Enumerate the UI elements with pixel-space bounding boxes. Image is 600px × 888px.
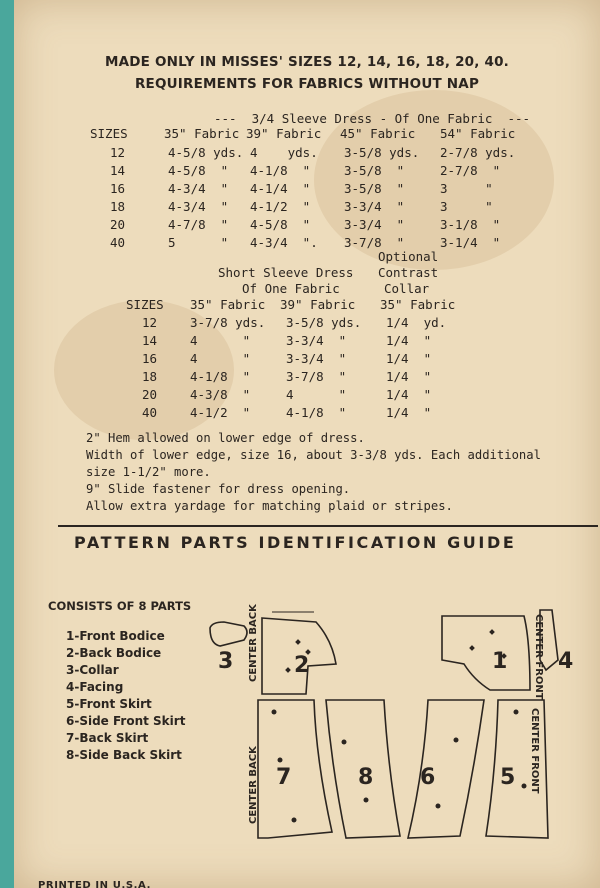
table-cell: 3 " xyxy=(440,181,493,196)
center-front-label: CENTER FRONT xyxy=(533,614,544,700)
table-cell: 3-5/8 " xyxy=(344,181,405,196)
table-cell: 3-3/4 " xyxy=(286,351,347,366)
center-back-label: CENTER BACK xyxy=(248,604,259,682)
part-item: 6-Side Front Skirt xyxy=(66,714,186,728)
table-cell: 4 " xyxy=(190,351,251,366)
table-cell: 4-1/8 " xyxy=(190,369,251,384)
table-cell: 4-5/8 " xyxy=(250,217,311,232)
table-cell: 3-5/8 yds. xyxy=(286,315,362,330)
table-cell: 1/4 " xyxy=(386,333,432,348)
table-cell: 3-3/4 " xyxy=(344,217,405,232)
table-cell: 3-1/4 " xyxy=(440,235,501,250)
table2-header-col1: 35" Fabric xyxy=(190,297,266,312)
table-cell: 4-1/2 " xyxy=(250,199,311,214)
requirements-heading: REQUIREMENTS FOR FABRICS WITHOUT NAP xyxy=(134,76,480,92)
table-cell: 3-7/8 " xyxy=(344,235,405,250)
table2-optional-line3: Collar xyxy=(384,281,430,296)
pattern-diagram xyxy=(14,0,600,888)
table2-title-line1: Short Sleeve Dress xyxy=(218,265,354,280)
table-cell: 2-7/8 yds. xyxy=(440,145,516,160)
table-cell: 4-5/8 yds. xyxy=(168,145,244,160)
table-cell: 20 xyxy=(110,217,126,232)
guide-title: PATTERN PARTS IDENTIFICATION GUIDE xyxy=(74,533,517,552)
table1-title: --- 3/4 Sleeve Dress - Of One Fabric --- xyxy=(214,111,531,126)
part-item: 1-Front Bodice xyxy=(66,629,165,643)
table-cell: 4-7/8 " xyxy=(168,217,229,232)
table-cell: 16 xyxy=(142,351,158,366)
table-cell: 20 xyxy=(142,387,158,402)
table1-header-col2: 39" Fabric xyxy=(246,126,322,141)
center-front-label: CENTER FRONT xyxy=(529,708,540,794)
table-cell: 4-1/4 " xyxy=(250,181,311,196)
piece-number-5: 5 xyxy=(500,765,516,790)
table1-header-col3: 45" Fabric xyxy=(340,126,416,141)
printed-in-label: PRINTED IN U.S.A. xyxy=(38,880,151,888)
collar-piece xyxy=(210,622,247,646)
table-cell: 16 xyxy=(110,181,126,196)
note-hem: 2" Hem allowed on lower edge of dress. xyxy=(86,431,365,445)
teal-background-edge xyxy=(0,0,14,888)
table-cell: 1/4 " xyxy=(386,387,432,402)
table2-optional-line2: Contrast xyxy=(378,265,439,280)
part-item: 8-Side Back Skirt xyxy=(66,748,182,762)
table-cell: 40 xyxy=(142,405,158,420)
table-cell: 4 yds. xyxy=(250,145,318,160)
table-cell: 3-3/4 " xyxy=(344,199,405,214)
table-cell: 4-1/8 " xyxy=(286,405,347,420)
table-cell: 4-1/8 " xyxy=(250,163,311,178)
table-cell: 4-3/4 " xyxy=(168,199,229,214)
pattern-envelope-back xyxy=(14,0,600,888)
piece-number-4: 4 xyxy=(558,649,574,674)
table-cell: 18 xyxy=(110,199,126,214)
table2-header-col3: 35" Fabric xyxy=(380,297,456,312)
part-item: 7-Back Skirt xyxy=(66,731,149,745)
table-cell: 4 " xyxy=(286,387,347,402)
table-cell: 1/4 yd. xyxy=(386,315,447,330)
table-cell: 3-7/8 " xyxy=(286,369,347,384)
table-cell: 3-5/8 " xyxy=(344,163,405,178)
piece-number-1: 1 xyxy=(492,649,508,674)
table-cell: 2-7/8 " xyxy=(440,163,501,178)
piece-number-7: 7 xyxy=(276,765,292,790)
table-cell: 40 xyxy=(110,235,126,250)
sizes-heading: MADE ONLY IN MISSES' SIZES 12, 14, 16, 18, 20, 40. xyxy=(104,54,510,70)
part-item: 3-Collar xyxy=(66,663,119,677)
table2-header-sizes: SIZES xyxy=(126,297,164,312)
table-cell: 12 xyxy=(110,145,126,160)
table2-optional-line1: Optional xyxy=(378,249,439,264)
table-cell: 3-7/8 yds. xyxy=(190,315,266,330)
table2-title-line2: Of One Fabric xyxy=(242,281,340,296)
part-item: 4-Facing xyxy=(66,680,124,694)
table-cell: 14 xyxy=(110,163,126,178)
table-cell: 4-3/4 ". xyxy=(250,235,318,250)
note-width: Width of lower edge, size 16, about 3-3/8 yds. Each additional xyxy=(86,448,541,462)
table1-header-col1: 35" Fabric xyxy=(164,126,240,141)
table-cell: 3-5/8 yds. xyxy=(344,145,420,160)
piece-number-8: 8 xyxy=(358,765,374,790)
piece-number-6: 6 xyxy=(420,765,436,790)
table2-header-col2: 39" Fabric xyxy=(280,297,356,312)
back-skirt-piece xyxy=(258,700,332,838)
table-cell: 1/4 " xyxy=(386,369,432,384)
note-fastener: 9" Slide fastener for dress opening. xyxy=(86,482,351,496)
table-cell: 3-1/8 " xyxy=(440,217,501,232)
table-cell: 5 " xyxy=(168,235,229,250)
note-plaid: Allow extra yardage for matching plaid or stripes. xyxy=(86,499,453,513)
table-cell: 3-3/4 " xyxy=(286,333,347,348)
table-cell: 4-3/8 " xyxy=(190,387,251,402)
part-item: 5-Front Skirt xyxy=(66,697,152,711)
table-cell: 1/4 " xyxy=(386,351,432,366)
piece-number-2: 2 xyxy=(294,653,310,678)
center-back-label: CENTER BACK xyxy=(248,746,259,824)
front-bodice-piece xyxy=(442,616,530,690)
table1-header-col4: 54" Fabric xyxy=(440,126,516,141)
table-cell: 3 " xyxy=(440,199,493,214)
part-item: 2-Back Bodice xyxy=(66,646,162,660)
piece-number-3: 3 xyxy=(218,649,234,674)
table-cell: 1/4 " xyxy=(386,405,432,420)
consists-label: CONSISTS OF 8 PARTS xyxy=(48,599,192,613)
table-cell: 12 xyxy=(142,315,158,330)
table-cell: 4-3/4 " xyxy=(168,181,229,196)
table1-header-sizes: SIZES xyxy=(90,126,128,141)
table-cell: 18 xyxy=(142,369,158,384)
note-width-cont: size 1-1/2" more. xyxy=(86,465,211,479)
table-cell: 14 xyxy=(142,333,158,348)
table-cell: 4-1/2 " xyxy=(190,405,251,420)
table-cell: 4-5/8 " xyxy=(168,163,229,178)
table-cell: 4 " xyxy=(190,333,251,348)
